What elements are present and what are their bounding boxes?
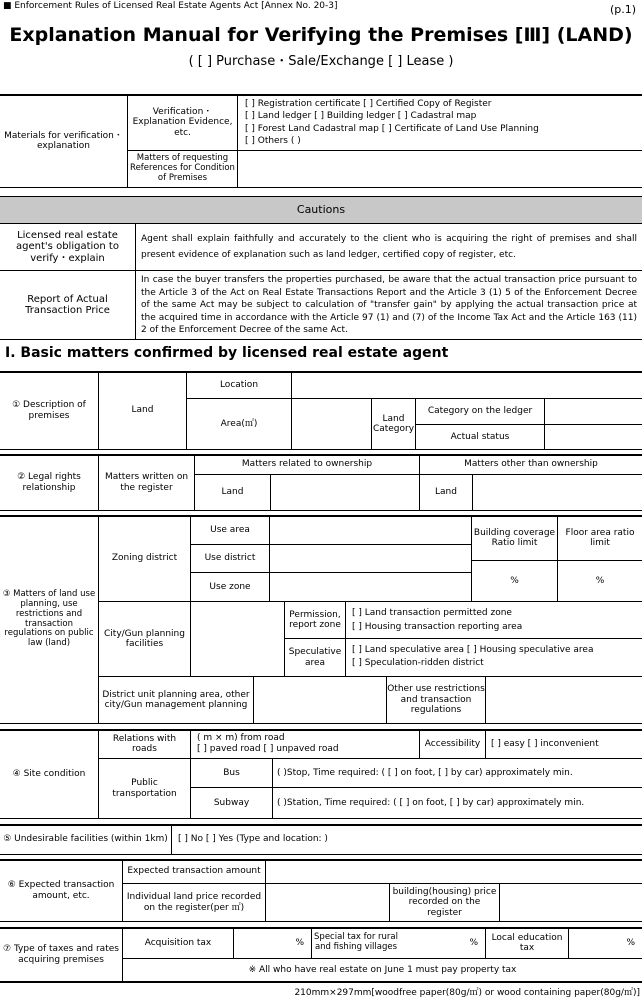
paper-spec: 210mm×297mm[woodfree paper(80g/㎡) or wood containing paper(80g/㎡)] <box>294 988 640 998</box>
zoning-label: Zoning district <box>111 553 178 564</box>
relations-roads-label: Relations with roads <box>112 733 177 754</box>
legal-land-2: Land <box>435 487 457 498</box>
bus-details[interactable]: ( )Stop, Time required: ( [ ] on foot, [ ] by car) approximately min. <box>277 767 573 778</box>
location-label: Location <box>219 379 259 390</box>
land-category-label: Land Category <box>372 413 415 434</box>
other-ownership-label: Matters other than ownership <box>464 459 598 470</box>
road-options[interactable] <box>197 733 419 755</box>
description-land: Land <box>131 405 154 416</box>
taxes-label: ⑦ Type of taxes and rates acquiring premises <box>3 944 119 965</box>
legal-label: ② Legal rights relationship <box>17 472 81 493</box>
floor-area-label: Floor area ratio limit <box>565 527 635 548</box>
accessibility-options[interactable]: [ ] easy [ ] inconvenient <box>491 738 599 749</box>
report-text: In case the buyer transfers the properties purchased, be aware that the actual transaction price pursuant to the Article 3 of the Act on Real Estate Transactions Report and the Article 3 (1) 5 of the Enforcement Decree of the same Act may be subject to calculation of "transfer gain" by applying the actual transaction price at the acquired time in accordance with the Article 97 (1) and (7) of the Income Tax Act and the Article 163 (11) 2 of the Enforcement Decree of the same Act. <box>141 275 637 336</box>
area-label: Area(㎡) <box>220 418 258 429</box>
cautions-header: Cautions <box>296 202 346 216</box>
evidence-label: Verification・Explanation Evidence, etc. <box>132 106 233 138</box>
undesirable-label: ⑤ Undesirable facilities (within 1km) <box>3 834 168 845</box>
permission-options[interactable] <box>352 606 640 634</box>
permission-label: Permission, report zone <box>289 609 341 630</box>
coverage-label: Building coverage Ratio limit <box>473 527 556 548</box>
annex-label: ■ Enforcement Rules of Licensed Real Estate Agents Act [Annex No. 20-3] <box>3 1 338 11</box>
subway-label: Subway <box>213 797 250 808</box>
evidence-option-line[interactable]: [ ] Registration certificate [ ] Certified Copy of Register <box>245 99 492 109</box>
report-label: Report of Actual Transaction Price <box>25 293 110 316</box>
planning-label: ③ Matters of land use planning, use restrictions and transaction regulations on public law (land) <box>2 589 96 649</box>
evidence-option-line[interactable]: [ ] Others ( ) <box>245 135 301 146</box>
subway-details[interactable]: ( )Station, Time required: ( [ ] on foot, [ ] by car) approximately min. <box>277 797 585 808</box>
district-unit-label: District unit planning area, other city/Gun management planning <box>102 689 250 710</box>
obligation-label: Licensed real estate agent's obligation to verify・explain <box>16 229 119 264</box>
local-tax-label: Local education tax <box>491 932 563 953</box>
acquisition-tax-label: Acquisition tax <box>144 937 212 948</box>
expected-label: ⑥ Expected transaction amount, etc. <box>7 880 115 901</box>
bus-label: Bus <box>223 767 240 778</box>
page-title: Explanation Manual for Verifying the Premises [Ⅲ] (LAND) <box>9 24 633 46</box>
category-ledger-label: Category on the ledger <box>427 406 533 417</box>
special-tax-label: Special tax for rural and fishing villages <box>314 932 398 952</box>
building-price-label: building(housing) price recorded on the register <box>392 886 497 918</box>
site-label: ④ Site condition <box>12 768 86 779</box>
speculative-option[interactable]: [ ] Speculation-ridden district <box>352 658 484 668</box>
use-area-label: Use area <box>210 524 250 535</box>
page-subtitle: ( [ ] Purchase・Sale/Exchange [ ] Lease ) <box>188 54 454 69</box>
materials-label: Materials for verification・explanation <box>4 130 123 151</box>
acquisition-percent: % <box>295 937 304 948</box>
public-transport-label: Public transportation <box>112 778 177 799</box>
special-percent: % <box>469 937 478 948</box>
speculative-option[interactable]: [ ] Land speculative area [ ] Housing speculative area <box>352 645 594 655</box>
use-zone-label: Use zone <box>209 581 251 592</box>
property-tax-note: ※ All who have real estate on June 1 must pay property tax <box>248 964 517 975</box>
written-register-label: Matters written on the register <box>104 472 189 493</box>
individual-price-label: Individual land price recorded on the register(per ㎡) <box>126 892 262 913</box>
permission-option[interactable]: [ ] Land transaction permitted zone <box>352 608 512 618</box>
ownership-label: Matters related to ownership <box>241 459 373 470</box>
city-facilities-label: City/Gun planning facilities <box>104 628 185 649</box>
road-size[interactable]: ( m × m) from road <box>197 733 285 743</box>
undesirable-options[interactable]: [ ] No [ ] Yes (Type and location: ) <box>178 834 328 845</box>
coverage-percent: % <box>510 575 519 586</box>
evidence-options[interactable] <box>245 98 640 147</box>
accessibility-label: Accessibility <box>424 738 481 749</box>
permission-option[interactable]: [ ] Housing transaction reporting area <box>352 622 523 632</box>
local-percent: % <box>626 937 635 948</box>
description-label: ① Description of premises <box>12 400 86 421</box>
expected-amount-label: Expected transaction amount <box>127 866 261 877</box>
requesting-label: Matters of requesting References for Condition of Premises <box>130 153 235 183</box>
speculative-label: Speculative area <box>288 647 342 668</box>
page-number: (p.1) <box>609 3 636 16</box>
section-heading: Ⅰ. Basic matters confirmed by licensed real estate agent <box>5 345 449 361</box>
road-type-options[interactable]: [ ] paved road [ ] unpaved road <box>197 744 339 754</box>
obligation-text: Agent shall explain faithfully and accurately to the client who is acquiring the right of premises and shall present evidence of explanation such as land ledger, certified copy of register, etc. <box>141 234 637 260</box>
legal-land-1: Land <box>221 487 244 498</box>
other-use-label: Other use restrictions and transaction regulations <box>387 684 485 716</box>
actual-status-label: Actual status <box>450 431 510 442</box>
speculative-options[interactable] <box>352 644 640 670</box>
floor-area-percent: % <box>595 575 605 586</box>
evidence-option-line[interactable]: [ ] Land ledger [ ] Building ledger [ ] Cadastral map <box>245 111 477 122</box>
evidence-option-line[interactable]: [ ] Forest Land Cadastral map [ ] Certificate of Land Use Planning <box>245 123 539 134</box>
use-district-label: Use district <box>204 553 256 564</box>
